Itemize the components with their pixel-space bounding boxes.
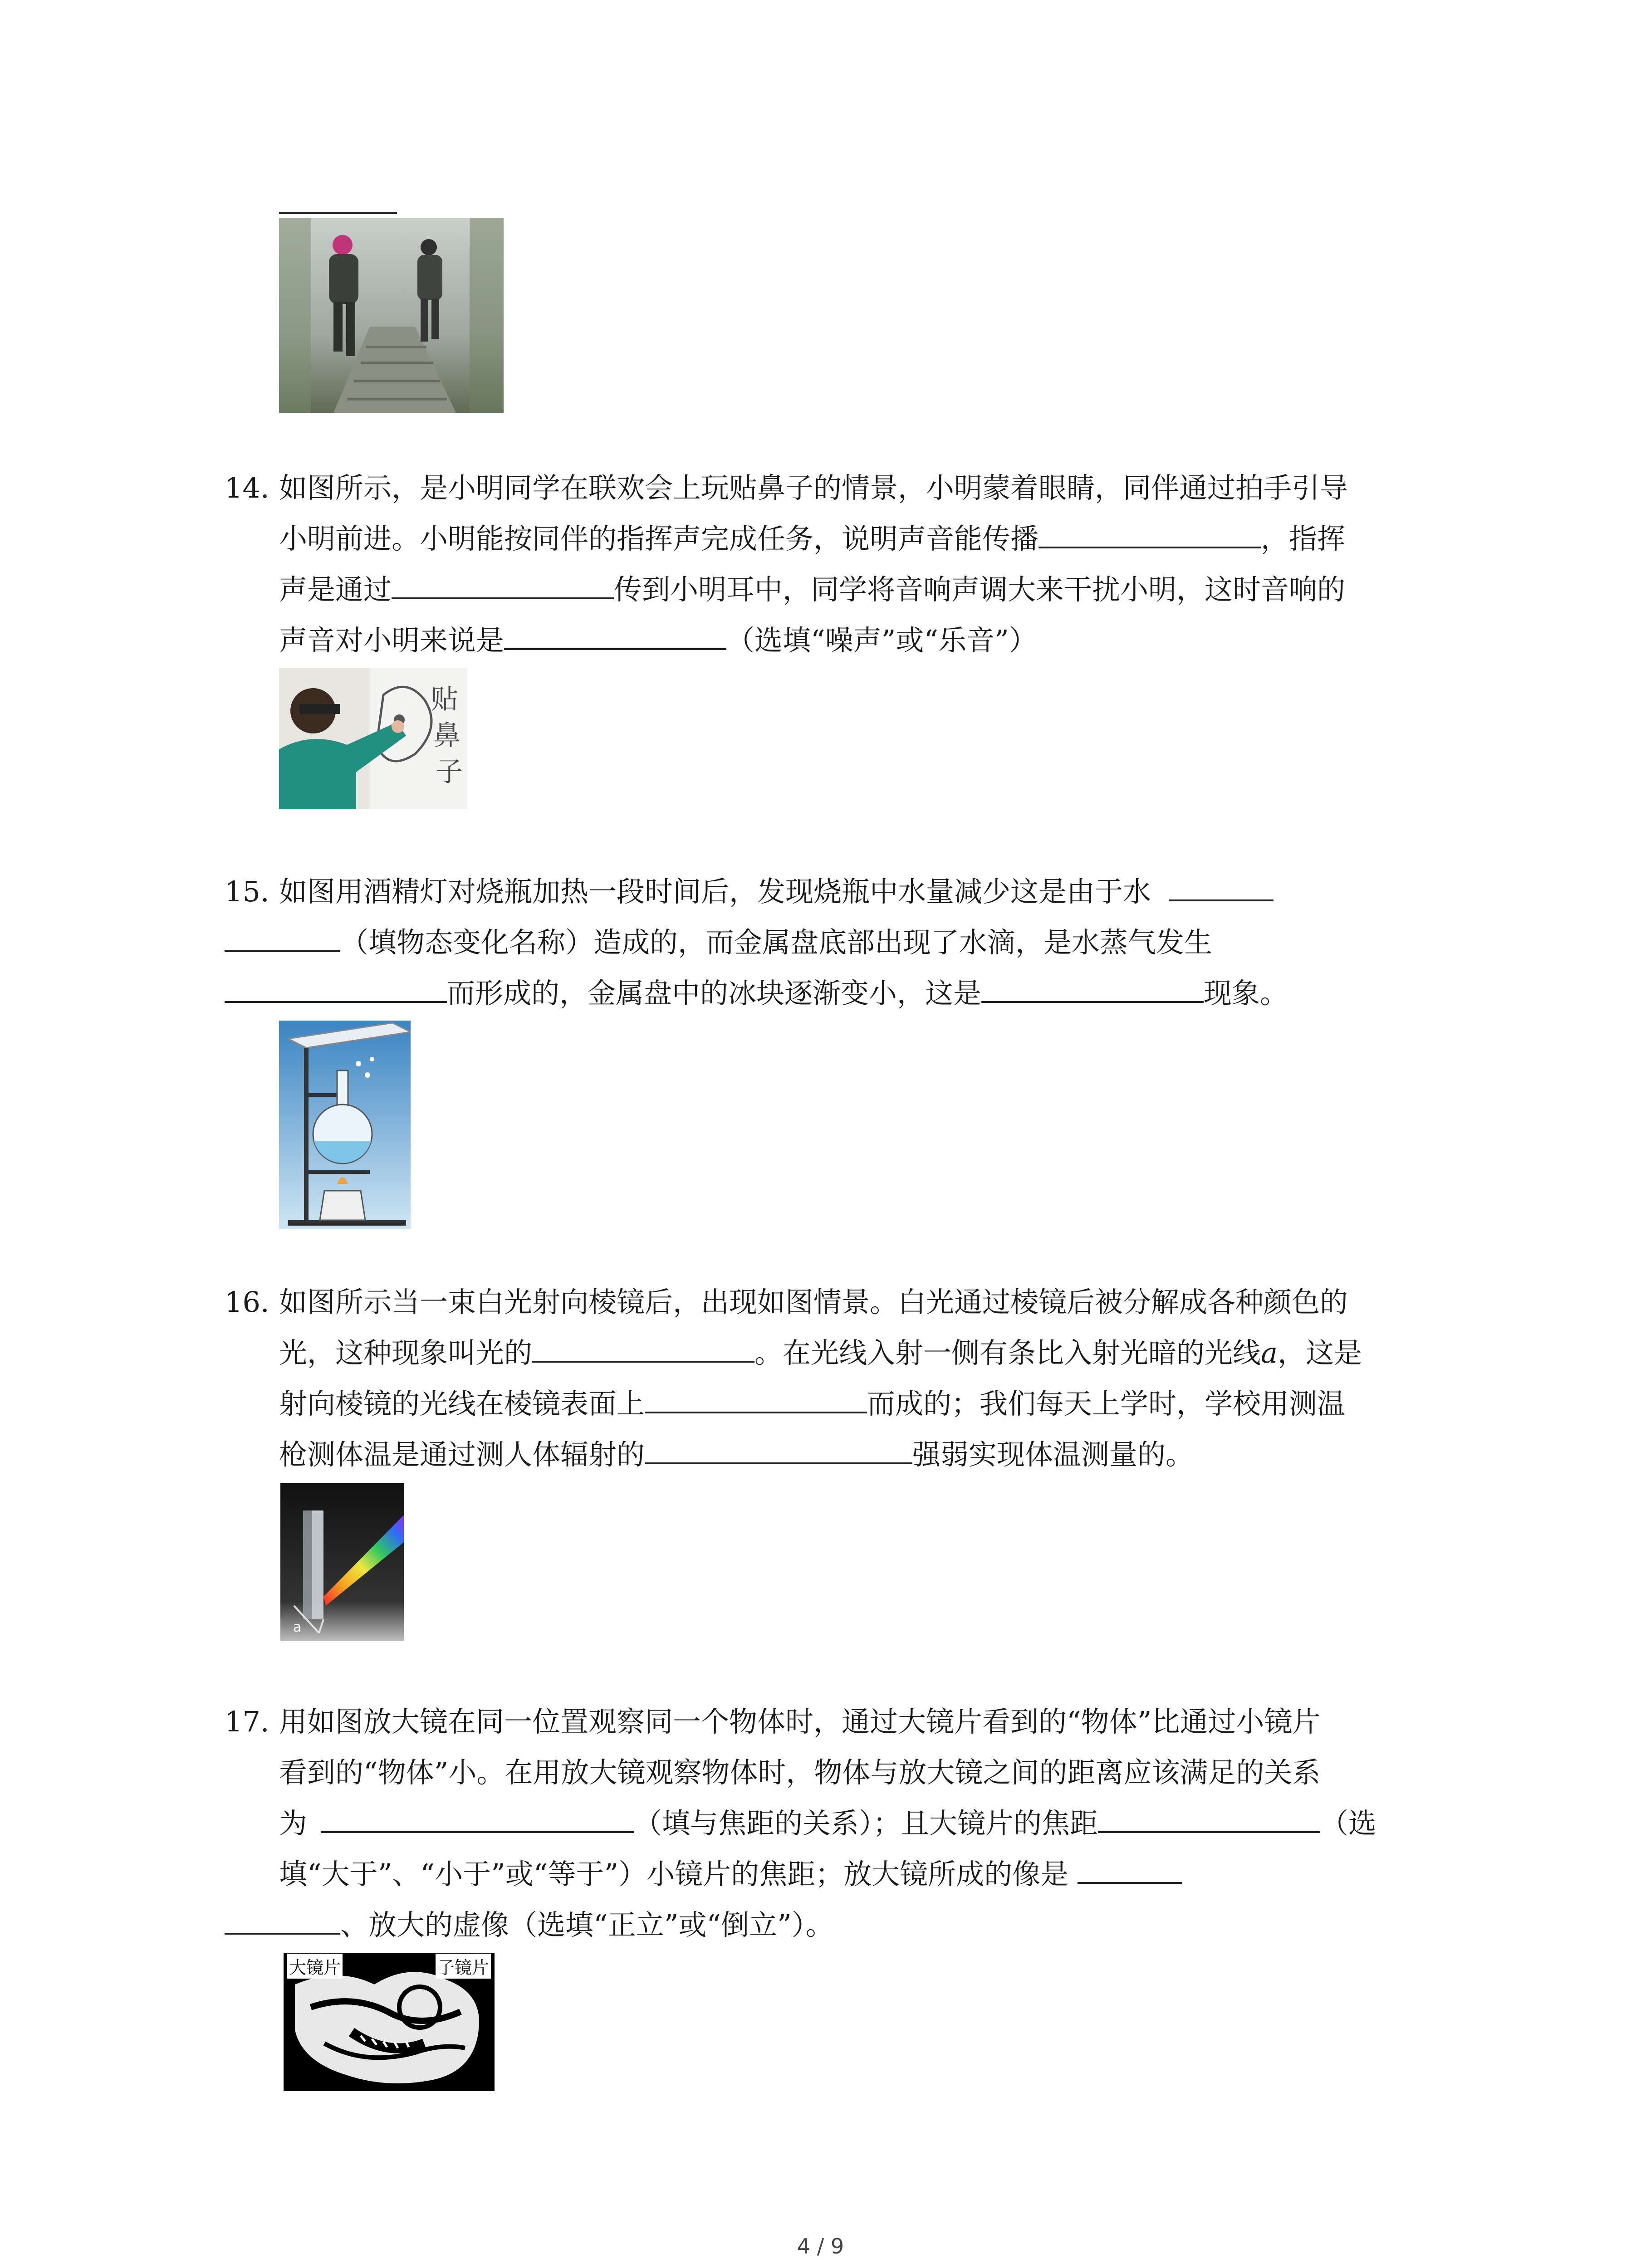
question-number: 16. [225, 1286, 269, 1319]
question-text: 射向棱镜的光线在棱镜表面上 [279, 1387, 645, 1420]
question-text: 声音对小明来说是 [279, 624, 505, 657]
question-text: （选 [1320, 1807, 1377, 1840]
question-16 [225, 1277, 1450, 1480]
question-line [225, 1696, 1450, 1747]
question-text: （填与焦距的关系）；且大镜片的焦距 [634, 1807, 1098, 1840]
answer-blank[interactable] [1038, 519, 1261, 548]
question-line [225, 463, 1450, 513]
question-line [225, 615, 1450, 666]
question-text: 强弱实现体温测量的。 [912, 1438, 1194, 1471]
question-number: 15. [225, 875, 269, 908]
question-text: 。在光线入射一侧有条比入射光暗的光线 [754, 1336, 1261, 1369]
nose-game-photo-svg [279, 668, 467, 809]
question-line [225, 1900, 1450, 1950]
question-text: ，这是 [1278, 1336, 1362, 1369]
question-text: 声是通过 [279, 573, 392, 606]
svg-text:子: 子 [436, 756, 463, 788]
answer-blank[interactable] [1098, 1804, 1320, 1833]
question-text: 如图所示，是小明同学在联欢会上玩贴鼻子的情景，小明蒙着眼睛，同伴通过拍手引导 [279, 471, 1348, 504]
question-text: 现象。 [1204, 977, 1288, 1010]
question-line [225, 968, 1450, 1019]
prism-photo-svg [280, 1483, 404, 1641]
magnifier-photo [284, 1953, 495, 2091]
small-lens-label: 子镜片 [436, 1954, 491, 1979]
answer-blank[interactable] [645, 1384, 867, 1413]
answer-blank[interactable] [225, 923, 340, 952]
question-text: 、放大的虚像（选填“正立”或“倒立”）。 [340, 1908, 834, 1941]
answer-blank[interactable] [504, 621, 726, 650]
question-line [225, 917, 1450, 968]
prism-photo [280, 1483, 404, 1641]
flask-heating-diagram [279, 1021, 411, 1229]
question-text: 而成的；我们每天上学时，学校用测温 [867, 1387, 1346, 1420]
question-text: 如图所示当一束白光射向棱镜后，出现如图情景。白光通过棱镜后被分解成各种颜色的 [279, 1286, 1348, 1319]
question-line [225, 1277, 1450, 1328]
question-text: 如图用酒精灯对烧瓶加热一段时间后，发现烧瓶中水量减少这是由于水 [279, 875, 1151, 908]
large-lens-label: 大镜片 [287, 1954, 343, 1979]
question-line [225, 1378, 1450, 1429]
question-text: （填物态变化名称）造成的，而金属盘底部出现了水滴，是水蒸气发生 [340, 926, 1213, 959]
prism-ray-label: a [293, 1619, 302, 1635]
question-text: ，指挥 [1261, 522, 1346, 555]
question-text: 光，这种现象叫光的 [279, 1336, 533, 1369]
question-14 [225, 463, 1450, 666]
answer-blank[interactable] [1169, 872, 1274, 901]
nose-game-photo [279, 668, 467, 809]
question-line [225, 564, 1450, 615]
ray-label: a [1261, 1336, 1278, 1369]
question-line [225, 1849, 1450, 1900]
page-number: 4 / 9 [797, 2234, 844, 2258]
question-line [225, 866, 1450, 917]
answer-blank[interactable] [321, 1804, 634, 1833]
question-text: 填“大于”、“小于”或“等于”）小镜片的焦距；放大镜所成的像是 [279, 1857, 1069, 1891]
question-line [225, 513, 1450, 564]
svg-text:贴: 贴 [431, 684, 458, 715]
question-text: 枪测体温是通过测人体辐射的 [279, 1438, 645, 1471]
question-17 [225, 1696, 1450, 1950]
answer-blank[interactable] [532, 1334, 754, 1363]
answer-blank[interactable] [392, 570, 614, 599]
question-text: 为 [279, 1807, 308, 1840]
question-text: 看到的“物体”小。在用放大镜观察物体时，物体与放大镜之间的距离应该满足的关系 [279, 1756, 1321, 1789]
question-line [225, 1798, 1450, 1849]
answer-blank[interactable] [981, 974, 1204, 1003]
question-text: 传到小明耳中，同学将音响声调大来干扰小明，这时音响的 [614, 573, 1346, 606]
question-number: 14. [225, 471, 269, 504]
question-text: 小明前进。小明能按同伴的指挥声完成任务，说明声音能传播 [279, 522, 1039, 555]
answer-blank[interactable] [279, 212, 397, 214]
question-15 [225, 866, 1450, 1019]
question-line [225, 1747, 1450, 1798]
hikers-photo-svg [279, 218, 504, 413]
hikers-photo [279, 218, 504, 413]
question-line [225, 1429, 1450, 1480]
answer-blank[interactable] [225, 1906, 340, 1935]
svg-text:鼻: 鼻 [433, 720, 460, 752]
question-text: 而形成的，金属盘中的冰块逐渐变小，这是 [447, 977, 982, 1010]
question-text: 用如图放大镜在同一位置观察同一个物体时，通过大镜片看到的“物体”比通过小镜片 [279, 1705, 1321, 1738]
question-text: （选填“噪声”或“乐音”） [726, 624, 1037, 657]
flask-heating-diagram-svg [279, 1021, 411, 1229]
answer-blank[interactable] [225, 974, 447, 1003]
answer-blank[interactable] [1078, 1855, 1182, 1884]
answer-blank[interactable] [645, 1435, 912, 1464]
question-line [225, 1328, 1450, 1378]
question-number: 17. [225, 1705, 269, 1738]
